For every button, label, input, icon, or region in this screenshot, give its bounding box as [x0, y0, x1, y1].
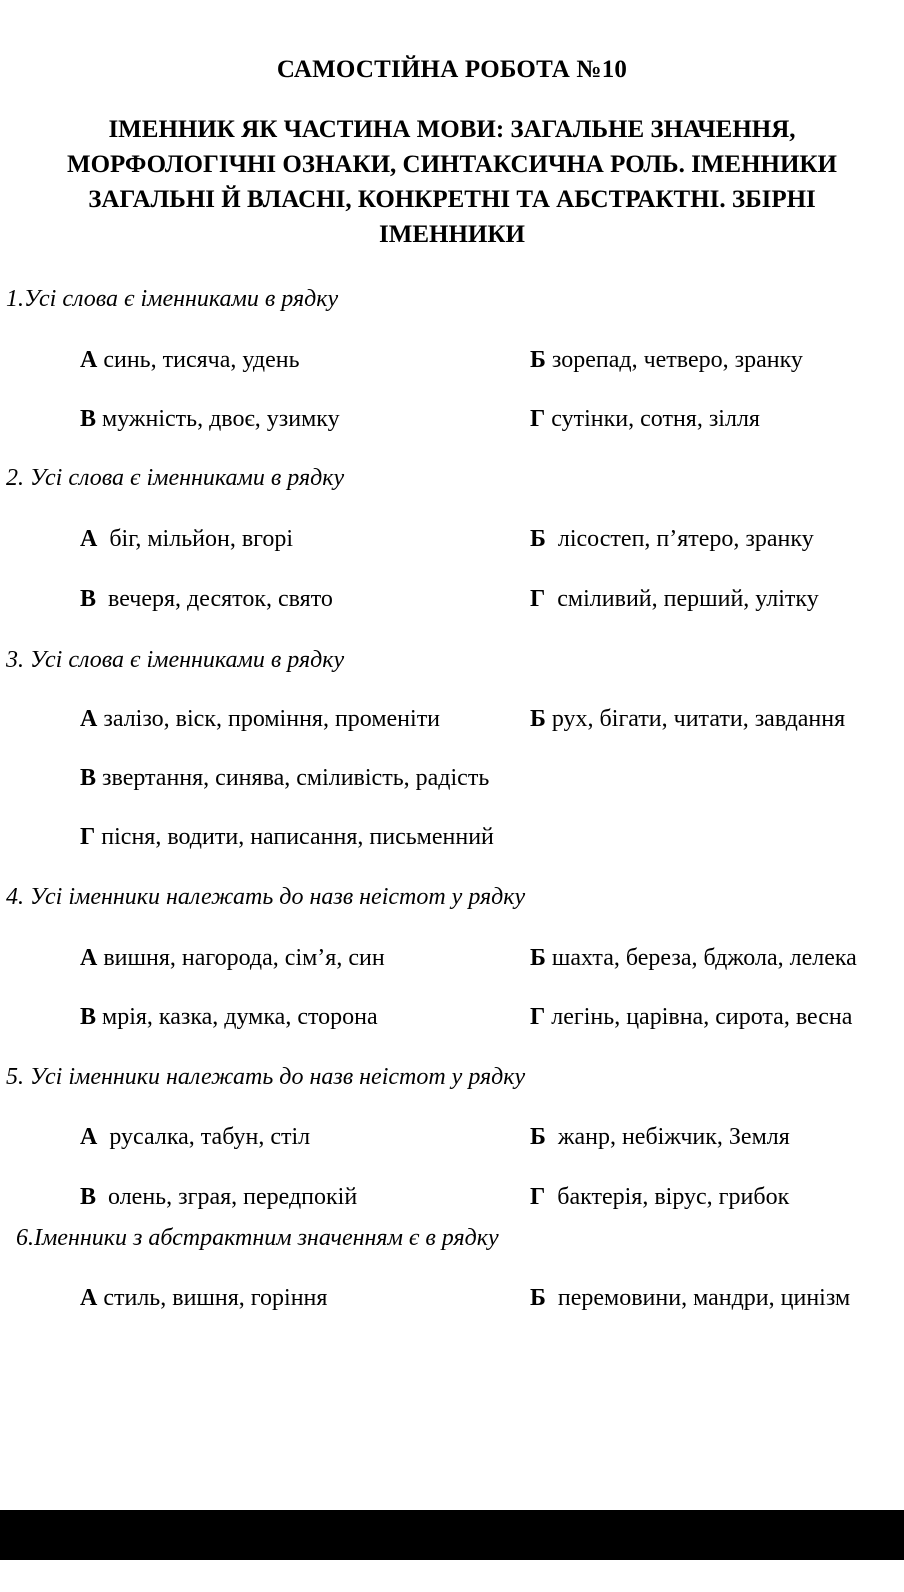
option-letter: А [80, 945, 98, 971]
option-letter: Г [530, 586, 546, 612]
option-letter: В [80, 406, 97, 432]
question-5: 5. Усі іменники належать до назв неістот у рядку [6, 1064, 526, 1090]
q5-option-b[interactable] [530, 1124, 790, 1151]
option-text: лісостеп, п’ятеро, зранку [557, 526, 814, 552]
q3-option-h[interactable] [80, 824, 494, 851]
q2-option-b[interactable] [530, 526, 814, 553]
option-text: вечеря, десяток, свято [108, 586, 333, 612]
option-letter: Г [530, 406, 546, 432]
option-text: мужність, двоє, узимку [102, 406, 340, 432]
option-letter: А [80, 526, 98, 552]
document-title: САМОСТІЙНА РОБОТА №10 [276, 56, 628, 83]
option-text: вишня, нагорода, сім’я, син [103, 945, 385, 971]
option-text: зорепад, четверо, зранку [551, 347, 803, 373]
q2-option-a[interactable] [80, 526, 293, 553]
q3-option-v[interactable] [80, 765, 489, 792]
option-text: легінь, царівна, сирота, весна [551, 1004, 853, 1030]
q4-option-h[interactable] [530, 1004, 852, 1031]
q4-option-a[interactable] [80, 945, 385, 972]
option-text: олень, зграя, передпокій [108, 1184, 358, 1210]
option-text: мрія, казка, думка, сторона [102, 1004, 378, 1030]
option-letter: Б [530, 706, 546, 732]
option-text: рух, бігати, читати, завдання [551, 706, 846, 732]
option-text: стиль, вишня, горіння [103, 1285, 328, 1311]
option-letter: Г [80, 824, 96, 850]
q2-option-h[interactable] [530, 586, 819, 613]
q3-option-a[interactable] [80, 706, 440, 733]
document-topic: ІМЕННИК ЯК ЧАСТИНА МОВИ: ЗАГАЛЬНЕ ЗНАЧЕННЯ, МОРФОЛОГІЧНІ ОЗНАКИ, СИНТАКСИЧНА РОЛЬ. ІМЕННИКИ ЗАГАЛЬНІ Й ВЛАСНІ, КОНКРЕТНІ ТА АБСТРАКТНІ. ЗБІРНІ ІМЕННИКИ [67, 116, 837, 248]
option-letter: А [80, 347, 98, 373]
option-text: біг, мільйон, вгорі [109, 526, 294, 552]
q6-option-b[interactable] [530, 1285, 850, 1312]
option-text: синь, тисяча, удень [103, 347, 300, 373]
q5-option-v[interactable] [80, 1184, 357, 1211]
q4-option-v[interactable] [80, 1004, 378, 1031]
q1-option-b[interactable] [530, 347, 803, 374]
question-6: 6.Іменники з абстрактним значенням є в рядку [16, 1225, 499, 1251]
option-text: сміливий, перший, улітку [557, 586, 819, 612]
option-letter: Б [530, 347, 546, 373]
option-letter: В [80, 1184, 97, 1210]
option-letter: А [80, 706, 98, 732]
option-letter: Б [530, 945, 546, 971]
question-1: 1.Усі слова є іменниками в рядку [6, 286, 339, 312]
bottom-black-bar [0, 1510, 904, 1560]
option-letter: А [80, 1285, 98, 1311]
option-text: пісня, водити, написання, письменний [101, 824, 494, 850]
option-letter: В [80, 1004, 97, 1030]
q4-option-b[interactable] [530, 945, 857, 972]
option-text: русалка, табун, стіл [109, 1124, 311, 1150]
option-letter: Б [530, 1285, 546, 1311]
option-text: залізо, віск, проміння, променіти [103, 706, 441, 732]
q1-option-v[interactable] [80, 406, 340, 433]
option-letter: Б [530, 1124, 546, 1150]
q2-option-v[interactable] [80, 586, 333, 613]
q1-option-h[interactable] [530, 406, 760, 433]
q6-option-a[interactable] [80, 1285, 327, 1312]
q5-option-h[interactable] [530, 1184, 789, 1211]
option-letter: В [80, 586, 97, 612]
option-text: шахта, береза, бджола, лелека [551, 945, 857, 971]
question-4: 4. Усі іменники належать до назв неістот у рядку [6, 884, 526, 910]
question-3: 3. Усі слова є іменниками в рядку [6, 647, 345, 673]
option-letter: А [80, 1124, 98, 1150]
q1-option-a[interactable] [80, 347, 300, 374]
option-letter: Г [530, 1184, 546, 1210]
q5-option-a[interactable] [80, 1124, 310, 1151]
option-text: бактерія, вірус, грибок [557, 1184, 790, 1210]
option-letter: Г [530, 1004, 546, 1030]
option-letter: Б [530, 526, 546, 552]
option-text: перемовини, мандри, цинізм [557, 1285, 851, 1311]
option-text: жанр, небіжчик, Земля [557, 1124, 790, 1150]
option-text: сутінки, сотня, зілля [551, 406, 760, 432]
option-letter: В [80, 765, 97, 791]
q3-option-b[interactable] [530, 706, 845, 733]
question-2: 2. Усі слова є іменниками в рядку [6, 465, 345, 491]
option-text: звертання, синява, сміливість, радість [102, 765, 490, 791]
